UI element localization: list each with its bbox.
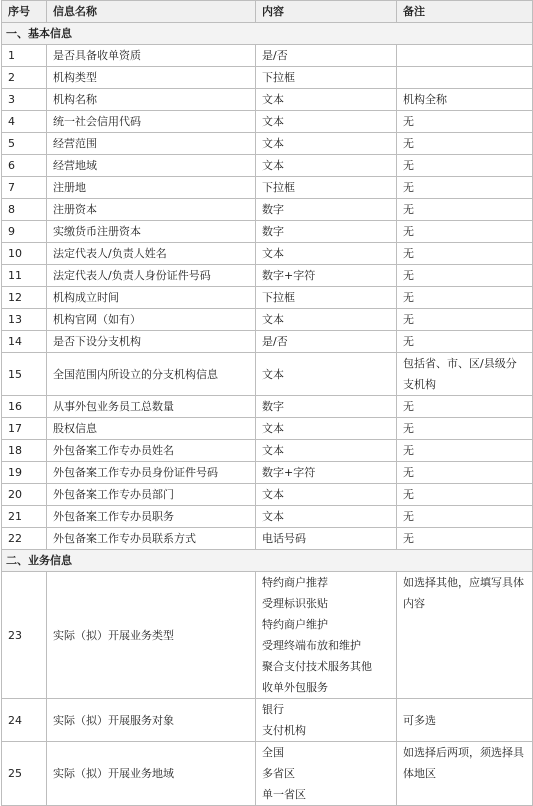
row-notes: 无 [397,331,533,353]
table-row [2,287,533,309]
row-info-name: 实际（拟）开展服务对象 [47,699,256,742]
table-row [2,89,533,111]
content-line: 下拉框 [262,71,295,84]
row-info-name: 外包备案工作专办员职务 [47,506,256,528]
row-notes: 无 [397,111,533,133]
header-content: 内容 [256,1,397,23]
row-number: 11 [2,265,47,287]
row-number: 3 [2,89,47,111]
table-row [2,418,533,440]
section-title: 一、基本信息 [2,23,533,45]
table-row [2,484,533,506]
row-notes: 机构全称 [397,89,533,111]
table-row [2,353,533,396]
row-info-name: 从事外包业务员工总数量 [47,396,256,418]
row-info-name: 实际（拟）开展业务地域 [47,742,256,806]
content-line: 特约商户推荐 [262,576,328,589]
row-notes: 可多选 [397,699,533,742]
row-info-name: 经营范围 [47,133,256,155]
row-number: 2 [2,67,47,89]
content-line: 下拉框 [262,181,295,194]
row-notes: 如选择其他，应填写具体内容 [397,572,533,699]
row-notes: 如选择后两项，须选择具体地区 [397,742,533,806]
row-content [256,353,397,396]
row-notes: 无 [397,309,533,331]
row-notes: 无 [397,221,533,243]
table-row [2,309,533,331]
table-row [2,177,533,199]
row-content [256,528,397,550]
row-content [256,155,397,177]
row-number: 1 [2,45,47,67]
header-name: 信息名称 [47,1,256,23]
row-info-name: 外包备案工作专办员身份证件号码 [47,462,256,484]
row-info-name: 法定代表人/负责人姓名 [47,243,256,265]
row-notes: 无 [397,484,533,506]
row-info-name: 注册资本 [47,199,256,221]
row-notes: 无 [397,199,533,221]
row-notes: 无 [397,177,533,199]
row-notes: 无 [397,418,533,440]
row-content [256,418,397,440]
row-number: 5 [2,133,47,155]
table-row [2,396,533,418]
row-content [256,699,397,742]
row-info-name: 全国范围内所设立的分支机构信息 [47,353,256,396]
row-info-name: 机构名称 [47,89,256,111]
row-info-name: 是否下设分支机构 [47,331,256,353]
row-content [256,177,397,199]
table-row [2,699,533,742]
row-notes [397,45,533,67]
row-info-name: 统一社会信用代码 [47,111,256,133]
table-row [2,111,533,133]
table-row [2,265,533,287]
table-row [2,155,533,177]
table-row [2,45,533,67]
content-line: 是/否 [262,49,288,62]
row-number: 13 [2,309,47,331]
row-notes: 无 [397,243,533,265]
table-row [2,221,533,243]
row-info-name: 是否具备收单资质 [47,45,256,67]
row-content [256,331,397,353]
row-content [256,133,397,155]
row-info-name: 外包备案工作专办员姓名 [47,440,256,462]
row-number: 6 [2,155,47,177]
content-line: 文本 [262,422,284,435]
section-row [2,23,533,45]
content-line: 受理终端布放和维护 [262,639,361,652]
content-line: 文本 [262,510,284,523]
section-title: 二、业务信息 [2,550,533,572]
row-number: 22 [2,528,47,550]
row-content [256,111,397,133]
content-line: 受理标识张贴 [262,597,328,610]
table-row [2,67,533,89]
row-notes: 无 [397,133,533,155]
row-content [256,221,397,243]
row-info-name: 实缴货币注册资本 [47,221,256,243]
content-line: 文本 [262,313,284,326]
table-row [2,331,533,353]
row-number: 4 [2,111,47,133]
row-notes: 包括省、市、区/县级分支机构 [397,353,533,396]
row-info-name: 股权信息 [47,418,256,440]
row-notes: 无 [397,287,533,309]
row-info-name: 经营地域 [47,155,256,177]
table-row [2,440,533,462]
row-content [256,396,397,418]
row-info-name: 机构类型 [47,67,256,89]
row-notes: 无 [397,396,533,418]
header-no: 序号 [2,1,47,23]
content-line: 文本 [262,115,284,128]
row-number: 7 [2,177,47,199]
content-line: 多省区 [262,767,295,780]
row-content [256,572,397,699]
row-number: 15 [2,353,47,396]
row-content [256,45,397,67]
row-notes: 无 [397,155,533,177]
row-notes: 无 [397,440,533,462]
row-notes: 无 [397,265,533,287]
content-line: 支付机构 [262,724,306,737]
content-line: 单一省区 [262,788,306,801]
table-row [2,462,533,484]
table-row [2,133,533,155]
row-number: 24 [2,699,47,742]
row-info-name: 法定代表人/负责人身份证件号码 [47,265,256,287]
content-line: 特约商户维护 [262,618,328,631]
content-line: 数字 [262,203,284,216]
content-line: 文本 [262,367,284,381]
row-number: 23 [2,572,47,699]
content-line: 文本 [262,247,284,260]
row-number: 20 [2,484,47,506]
table-row [2,742,533,806]
row-info-name: 外包备案工作专办员部门 [47,484,256,506]
row-notes [397,67,533,89]
row-content [256,199,397,221]
table-row [2,243,533,265]
row-content [256,243,397,265]
row-number: 25 [2,742,47,806]
header-notes: 备注 [397,1,533,23]
content-line: 下拉框 [262,291,295,304]
row-info-name: 外包备案工作专办员联系方式 [47,528,256,550]
content-line: 数字+字符 [262,466,316,479]
row-content [256,89,397,111]
row-number: 9 [2,221,47,243]
content-line: 数字+字符 [262,269,316,282]
table-header-row [2,1,533,23]
row-number: 8 [2,199,47,221]
row-content [256,440,397,462]
content-line: 数字 [262,400,284,413]
row-notes: 无 [397,528,533,550]
row-notes: 无 [397,506,533,528]
row-content [256,462,397,484]
row-number: 14 [2,331,47,353]
content-line: 数字 [262,225,284,238]
row-number: 17 [2,418,47,440]
content-line: 文本 [262,488,284,501]
content-line: 收单外包服务 [262,681,328,694]
content-line: 聚合支付技术服务其他 [262,660,372,673]
row-number: 10 [2,243,47,265]
row-number: 19 [2,462,47,484]
content-line: 银行 [262,703,284,716]
row-content [256,287,397,309]
row-content [256,67,397,89]
row-content [256,742,397,806]
table-row [2,506,533,528]
content-line: 全国 [262,746,284,759]
row-number: 18 [2,440,47,462]
row-number: 16 [2,396,47,418]
table-row [2,199,533,221]
table-row [2,572,533,699]
row-info-name: 注册地 [47,177,256,199]
section-row [2,550,533,572]
content-line: 文本 [262,159,284,172]
row-number: 21 [2,506,47,528]
content-line: 文本 [262,93,284,106]
row-content [256,265,397,287]
row-notes: 无 [397,462,533,484]
row-number: 12 [2,287,47,309]
content-line: 是/否 [262,335,288,348]
info-table [1,0,533,806]
row-content [256,506,397,528]
table-row [2,528,533,550]
content-line: 文本 [262,444,284,457]
row-info-name: 机构成立时间 [47,287,256,309]
content-line: 电话号码 [262,532,306,545]
row-info-name: 机构官网（如有） [47,309,256,331]
content-line: 文本 [262,137,284,150]
row-info-name: 实际（拟）开展业务类型 [47,572,256,699]
row-content [256,484,397,506]
row-content [256,309,397,331]
